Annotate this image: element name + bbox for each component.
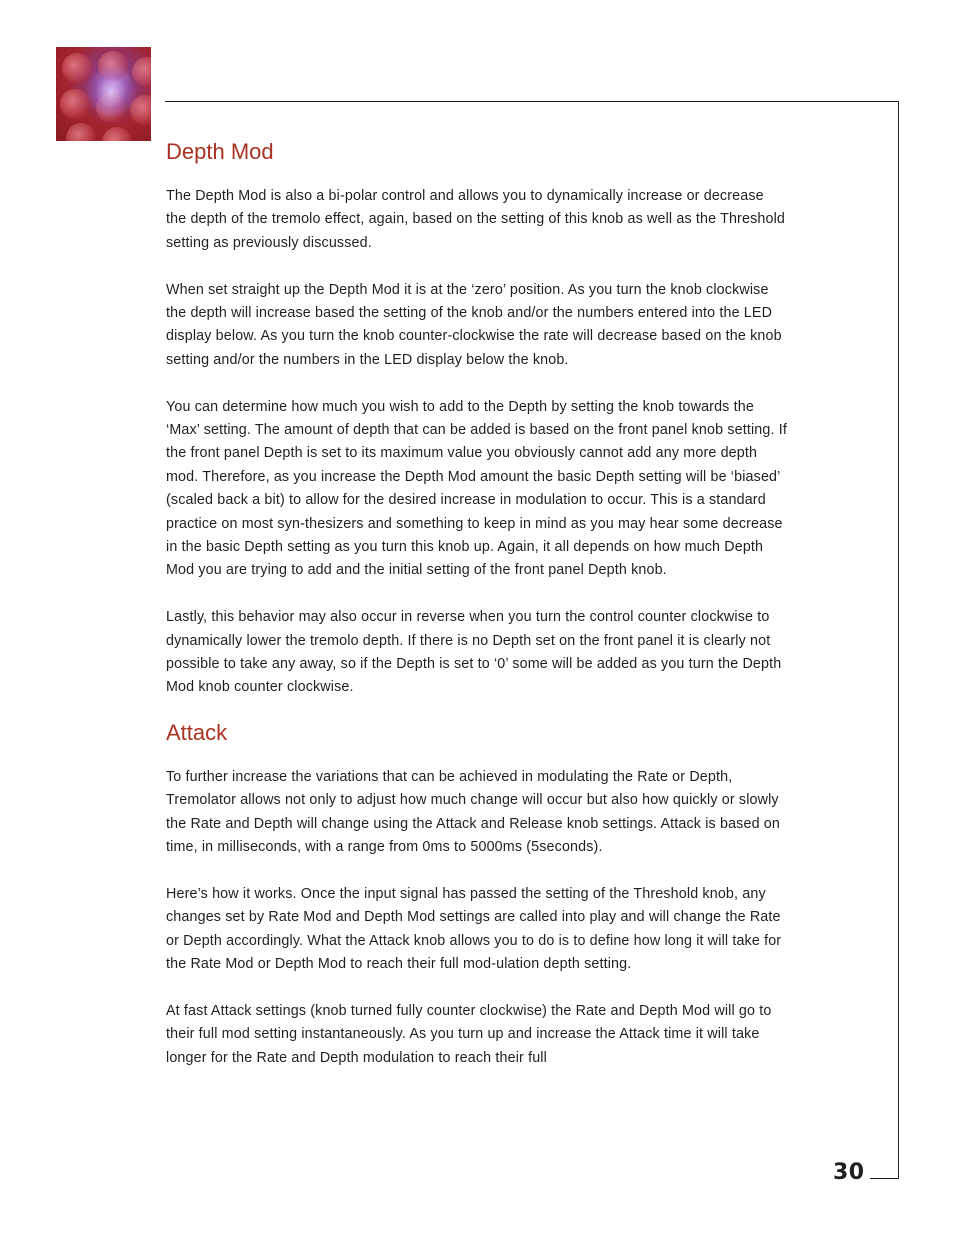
- paragraph: When set straight up the Depth Mod it is at the ‘zero’ position. As you turn the knob clockwise the depth will increase based the setting of the knob and/or the numbers entered into the LED display below. As you turn the knob counter-clockwise the rate will decrease based on the knob setting and/or the numbers in the LED display below the knob.: [166, 281, 782, 368]
- paragraph: To further increase the variations that can be achieved in modulating the Rate or Depth, Tremolator allows not only to adjust how much change will occur but also how quickly or slowly the Rate and Depth will change using the Attack and Release knob settings. Attack is based on time, in milliseconds, with a range from 0ms to 5000ms (5seconds).: [166, 768, 781, 856]
- paragraph: You can determine how much you wish to add to the Depth by setting the knob towards the ‘Max’ setting. The amount of depth that can be added is based on the front panel knob setting. If the front panel Depth is set to its maximum value you obviously cannot add any more depth mod. Therefore, as you increase the Depth Mod amount the basic Depth setting will be ‘biased’ (scaled back a bit) to allow for the desired increase in modulation to occur. This is a standard practice on most syn-thesizers and something to keep in mind as you may hear some decrease in the basic Depth setting as you turn this knob up. Again, it all depends on how much Depth Mod you are trying to add and the initial setting of the front panel Depth knob.: [166, 398, 787, 579]
- section-attack: [166, 719, 788, 1070]
- section-heading-depth-mod: Depth Mod: [166, 139, 274, 164]
- header-rule: [165, 101, 899, 102]
- corner-decorative-image: [56, 47, 151, 141]
- paragraph: Here’s how it works. Once the input signal has passed the setting of the Threshold knob, any changes set by Rate Mod and Depth Mod settings are called into play and will change the Rate or Depth accordingly. What the Attack knob allows you to do is to define how long it will take for the Rate Mod or Depth Mod to reach their full mod-ulation depth setting.: [166, 885, 782, 973]
- paragraph: The Depth Mod is also a bi-polar control and allows you to dynamically increase or decrease the depth of the tremolo effect, again, based on the setting of this knob as well as the Threshold setting as previously discussed.: [166, 188, 786, 251]
- page-number-rule: [870, 1178, 899, 1179]
- right-margin-rule: [898, 101, 899, 1179]
- page-number: 30: [833, 1160, 865, 1185]
- paragraph: At fast Attack settings (knob turned fully counter clockwise) the Rate and Depth Mod will go to their full mod setting instantaneously. As you turn up and increase the Attack time it will take longer for the Rate and Depth modulation to reach their full: [166, 1002, 772, 1066]
- section-depth-mod: [166, 138, 788, 700]
- paragraph: Lastly, this behavior may also occur in reverse when you turn the control counter clockwise to dynamically lower the tremolo depth. If there is no Depth set on the front panel it is clearly not possible to take any away, so if the Depth is set to ‘0’ some will be added as you turn the Depth Mod knob counter clockwise.: [166, 609, 782, 696]
- page-content: [166, 138, 788, 1070]
- section-heading-attack: Attack: [166, 719, 228, 745]
